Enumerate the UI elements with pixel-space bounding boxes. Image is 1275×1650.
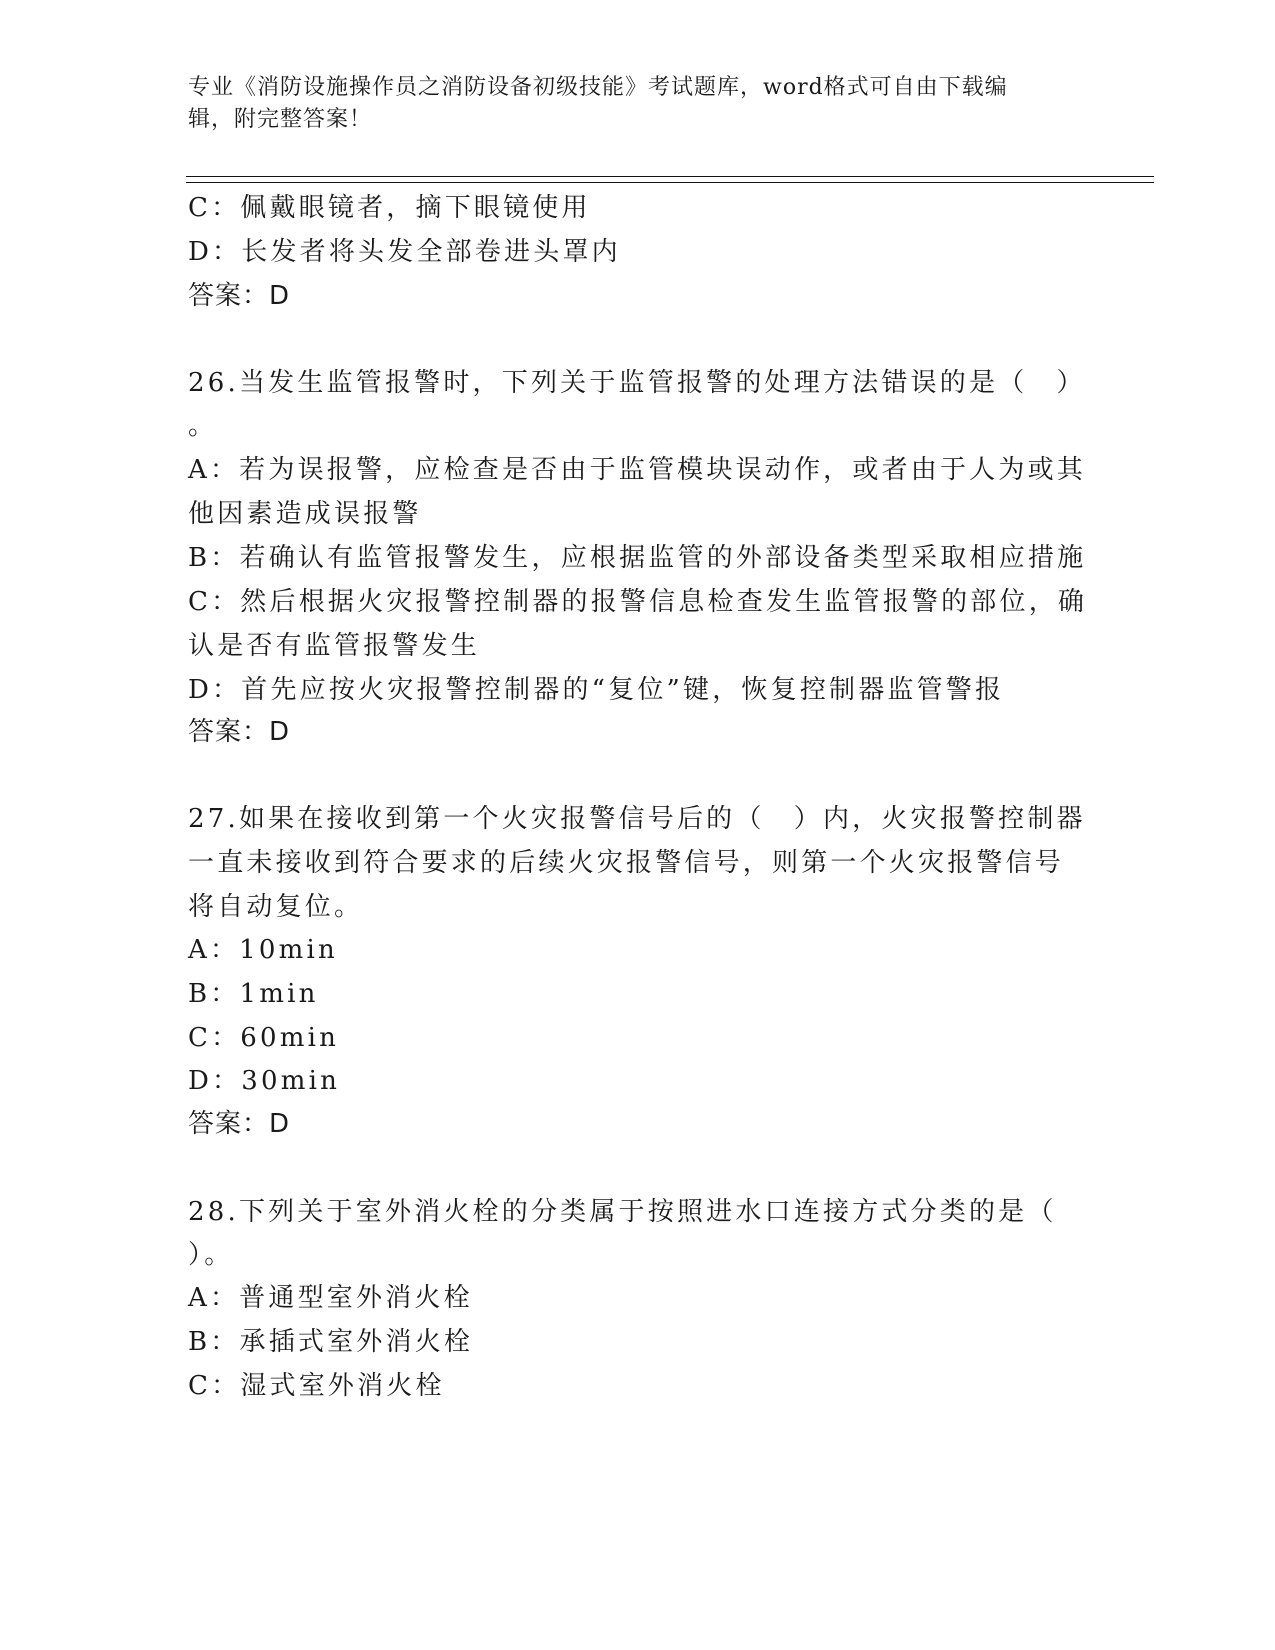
q26-option-b: B：若确认有监管报警发生，应根据监管的外部设备类型采取相应措施 xyxy=(188,543,1087,573)
prev-option-d: D：长发者将头发全部卷进头罩内 xyxy=(188,237,621,267)
q26-option-d: D：首先应按火灾报警控制器的“复位”键，恢复控制器监管警报 xyxy=(188,675,1005,705)
header-divider-thick xyxy=(186,176,1154,177)
q26-answer: 答案：D xyxy=(188,717,291,747)
header-divider-thin xyxy=(186,182,1154,183)
q27-stem-line-2: 一直未接收到符合要求的后续火灾报警信号，则第一个火灾报警信号 xyxy=(188,848,1065,878)
header-line-2: 辑，附完整答案！ xyxy=(188,107,373,132)
q27-answer: 答案：D xyxy=(188,1109,291,1139)
q27-option-c: C：60min xyxy=(188,1023,340,1053)
q28-option-a: A：普通型室外消火栓 xyxy=(188,1283,473,1313)
q26-stem-line-1: 26.当发生监管报警时，下列关于监管报警的处理方法错误的是（ ） xyxy=(188,368,1086,398)
q26-option-a-line-1: A：若为误报警，应检查是否由于监管模块误动作，或者由于人为或其 xyxy=(188,455,1086,485)
q26-option-c-line-1: C：然后根据火灾报警控制器的报警信息检查发生监管报警的部位，确 xyxy=(188,587,1088,617)
q27-stem-line-1: 27.如果在接收到第一个火灾报警信号后的（ ）内，火灾报警控制器 xyxy=(188,804,1086,834)
q27-option-a: A：10min xyxy=(188,935,338,965)
q28-stem-line-2: ）。 xyxy=(188,1240,234,1270)
q28-option-c: C：湿式室外消火栓 xyxy=(188,1371,445,1401)
q27-option-d: D：30min xyxy=(188,1066,341,1096)
q27-stem-line-3: 将自动复位。 xyxy=(188,892,364,922)
document-header xyxy=(188,72,1068,136)
q26-option-c-line-2: 认是否有监管报警发生 xyxy=(188,631,481,661)
q27-option-b: B：1min xyxy=(188,979,319,1009)
q28-option-b: B：承插式室外消火栓 xyxy=(188,1327,474,1357)
prev-answer: 答案：D xyxy=(188,281,291,311)
q28-stem-line-1: 28.下列关于室外消火栓的分类属于按照进水口连接方式分类的是（ xyxy=(188,1197,1057,1227)
q26-stem-line-2: 。 xyxy=(188,411,218,441)
q26-option-a-line-2: 他因素造成误报警 xyxy=(188,499,422,529)
prev-option-c: C：佩戴眼镜者，摘下眼镜使用 xyxy=(188,193,591,223)
header-line-1: 专业《消防设施操作员之消防设备初级技能》考试题库，word格式可自由下载编 xyxy=(188,75,1008,100)
